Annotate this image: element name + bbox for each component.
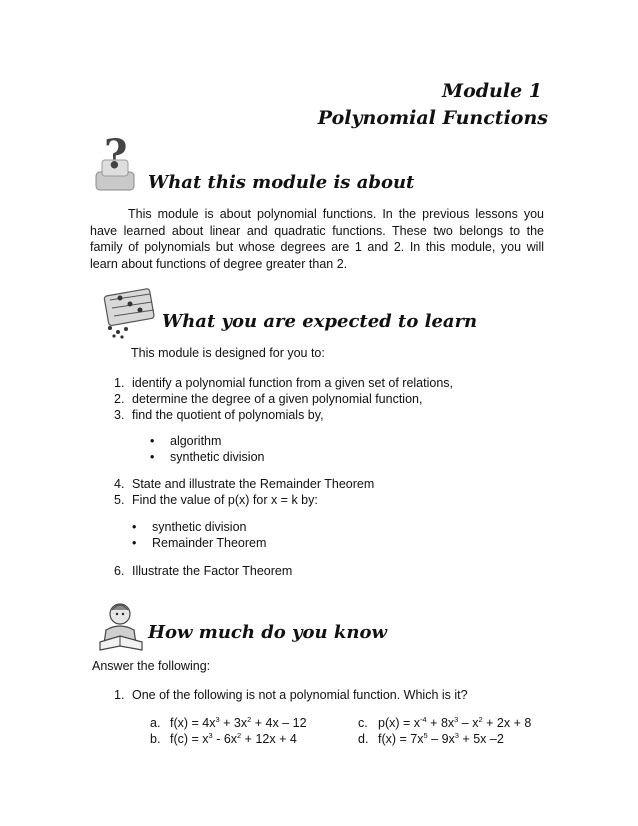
section-heading-expected: What you are expected to learn [162,311,478,332]
question-mark-icon [94,132,138,197]
instruction: Answer the following: [92,659,211,673]
about-paragraph: This module is about polynomial functions. In the previous lessons you have learned about linear and quadratic functions. These two belongs to the family of polynomials but whose degrees are 1 and 2. In this module, you will learn about functions of degree greater than 2. [90,207,544,271]
module-number: Module 1 [442,80,542,102]
bullet-item: • synthetic division [132,520,247,534]
list-item-2: 2. determine the degree of a given polynomial function, [114,392,423,406]
math-tools-icon [100,284,162,343]
choice-d: d. $f(x) = 7x^5 - 9x^3 + 5x$ –2 [358,731,504,746]
list-item-6: 6. Illustrate the Factor Theorem [114,564,293,578]
list-item-4: 4. State and illustrate the Remainder Theorem [114,477,375,491]
svg-text:?: ? [104,132,128,178]
question-1: 1. One of the following is not a polynomial function. Which is it? [114,688,468,702]
list-item-5: 5. Find the value of p(x) for x = k by: [114,493,318,507]
section-heading-about: What this module is about [148,172,415,193]
choice-c: c. $p(x) = x^{-4} + 8x^3 - x^2 + 2x + 8$ [358,715,532,730]
bullet-item: • algorithm [150,434,222,448]
student-reading-icon [96,600,148,655]
module-title: Polynomial Functions [317,107,548,129]
list-item-1: 1. identify a polynomial function from a given set of relations, [114,376,454,390]
bullet-item: • Remainder Theorem [132,536,267,550]
bullet-item: • synthetic division [150,450,265,464]
section-heading-know: How much do you know [148,622,387,643]
list-item-3: 3. find the quotient of polynomials by, [114,408,324,422]
expected-intro: This module is designed for you to: [131,346,325,360]
choice-b: b. $f(c) = x^3 - 6x^2 + 12x + 4$ [150,731,297,746]
choice-a: a. $f(x) = 4x^3 + 3x^2 + 4x - 12$ [150,715,307,730]
